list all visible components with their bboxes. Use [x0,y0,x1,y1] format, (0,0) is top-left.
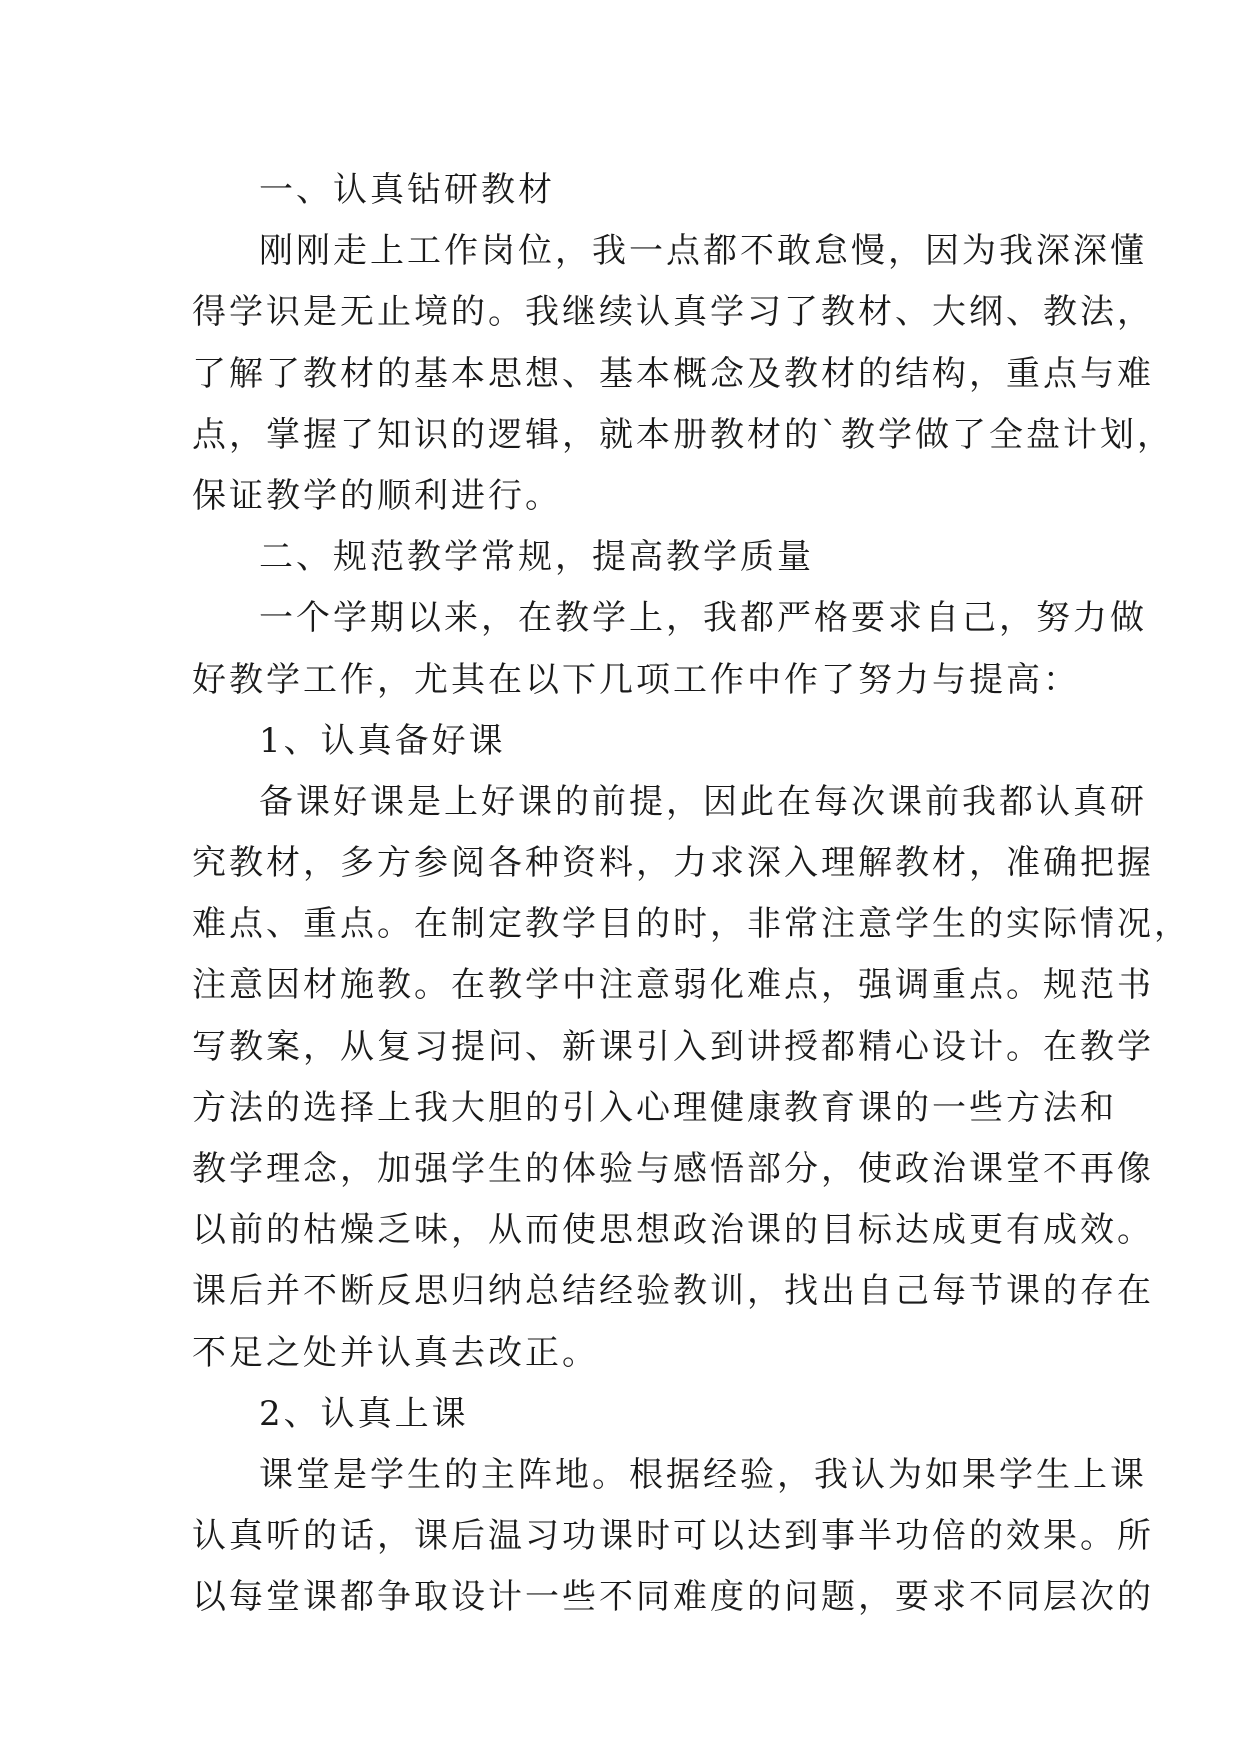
paragraph-line: 方法的选择上我大胆的引入心理健康教育课的一些方法和 [192,1087,1117,1128]
subsection-heading: 1、认真备好课 [259,720,506,761]
paragraph-line: 保证教学的顺利进行。 [192,475,562,516]
paragraph-line: 一个学期以来，在教学上，我都严格要求自己，努力做 [259,598,1147,639]
paragraph-line: 教学理念，加强学生的体验与感悟部分，使政治课堂不再像 [192,1149,1154,1189]
paragraph-line: 得学识是无止境的。我继续认真学习了教材、大纲、教法， [192,292,1154,333]
paragraph-line: 认真听的话，课后温习功课时可以达到事半功倍的效果。所 [192,1516,1154,1557]
paragraph-line: 备课好课是上好课的前提，因此在每次课前我都认真研 [259,781,1147,822]
paragraph-line: 以前的枯燥乏味，从而使思想政治课的目标达成更有成效。 [192,1210,1154,1251]
paragraph-line: 刚刚走上工作岗位，我一点都不敢怠慢，因为我深深懂 [259,231,1147,272]
section-heading: 二、规范教学常规，提高教学质量 [259,537,814,578]
paragraph-line: 不足之处并认真去改正。 [192,1332,599,1373]
paragraph-line: 课后并不断反思归纳总结经验教训，找出自己每节课的存在 [192,1271,1154,1312]
paragraph-line: 究教材，多方参阅各种资料，力求深入理解教材，准确把握 [192,843,1154,884]
paragraph-line: 了解了教材的基本思想、基本概念及教材的结构，重点与难 [192,353,1154,394]
paragraph-line: 注意因材施教。在教学中注意弱化难点，强调重点。规范书 [192,965,1154,1006]
section-heading: 一、认真钻研教材 [259,170,555,210]
paragraph-line: 以每堂课都争取设计一些不同难度的问题，要求不同层次的 [192,1577,1154,1618]
paragraph-line: 难点、重点。在制定教学目的时，非常注意学生的实际情况， [192,904,1191,945]
subsection-heading: 2、认真上课 [259,1393,469,1434]
paragraph-line: 好教学工作，尤其在以下几项工作中作了努力与提高： [192,659,1080,700]
document-body [192,160,1191,1629]
paragraph-line: 写教案，从复习提问、新课引入到讲授都精心设计。在教学 [192,1026,1154,1067]
paragraph-line: 点，掌握了知识的逻辑，就本册教材的`教学做了全盘计划， [192,414,1174,455]
paragraph-line: 课堂是学生的主阵地。根据经验，我认为如果学生上课 [259,1454,1147,1495]
